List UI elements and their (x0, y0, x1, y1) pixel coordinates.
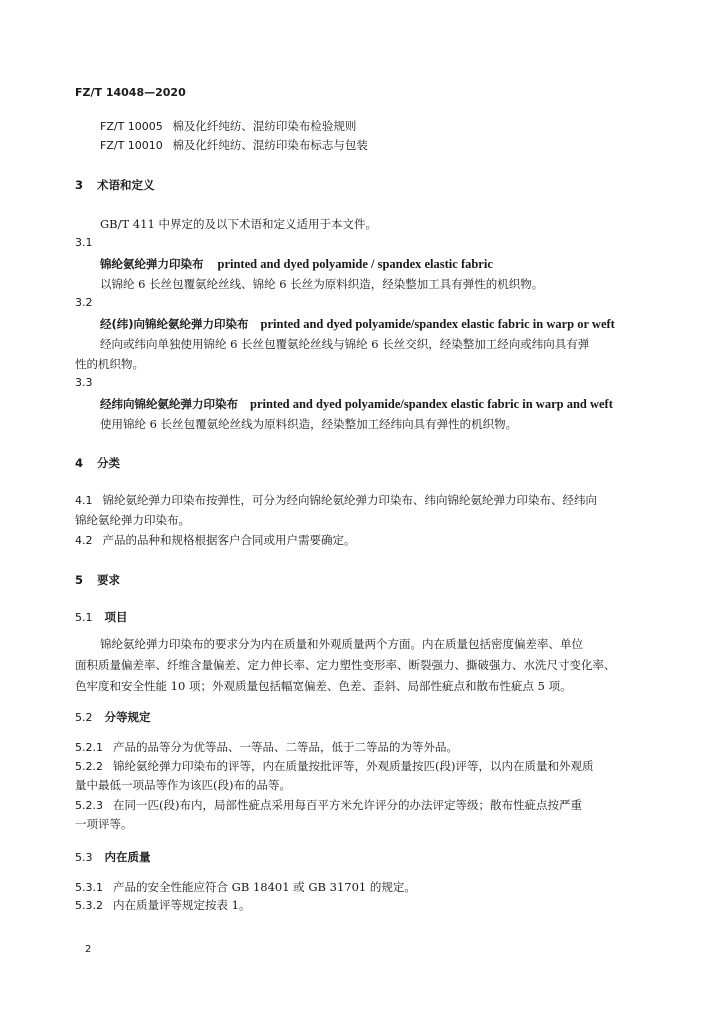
term-definition: 经向或纬向单独使用锦纶 6 长丝包覆氨纶丝线与锦纶 6 长丝交织，经染整加工经向或纬向具有弹 (100, 337, 590, 351)
term-definition: 使用锦纶 6 长丝包覆氨纶丝线为原料织造，经染整加工经纬向具有弹性的机织物。 (100, 417, 518, 431)
paragraph-line: 锦纶氨纶弹力印染布的要求分为内在质量和外观质量两个方面。内在质量包括密度偏差率、单位 (100, 637, 583, 651)
paragraph-line: 色牢度和安全性能 10 项；外观质量包括幅宽偏差、色差、歪斜、局部性疵点和散布性疵点 5 项。 (75, 679, 572, 693)
clause: 4.1 锦纶氨纶弹力印染布按弹性，可分为经向锦纶氨纶弹力印染布、纬向锦纶氨纶弹力印染布、经纬向 (75, 493, 597, 507)
paragraph-line: 面积质量偏差率、纤维含量偏差、定力伸长率、定力塑性变形率、断裂强力、撕破强力、水洗尺寸变化率、 (75, 658, 616, 672)
clause: 5.3.2 内在质量评等规定按表 1。 (75, 898, 251, 912)
ref-code: FZ/T 10005 (100, 120, 163, 133)
subsection-heading: 5.2 分等规定 (75, 710, 151, 724)
term-heading: 经(纬)向锦纶氨纶弹力印染布 printed and dyed polyamide/spandex elastic fabric in warp or weft (100, 317, 615, 331)
clause: 5.2.3 在同一匹(段)布内，局部性疵点采用每百平方米允许评分的办法评定等级；散布性疵点按严重 (75, 798, 582, 812)
subsection-heading: 5.1 项目 (75, 610, 128, 624)
ref-title: 棉及化纤纯纺、混纺印染布标志与包装 (172, 138, 368, 152)
term-number: 3.1 (75, 236, 93, 249)
ref-item (100, 137, 368, 154)
ref-title: 棉及化纤纯纺、混纺印染布检验规则 (172, 119, 357, 133)
clause: 4.2 产品的品种和规格根据客户合同或用户需要确定。 (75, 533, 356, 547)
page-number: 2 (85, 944, 92, 955)
clause: 5.3.1 产品的安全性能应符合 GB 18401 或 GB 31701 的规定。 (75, 880, 416, 894)
ref-item (100, 118, 356, 135)
clause: 5.2.2 锦纶氨纶弹力印染布的评等，内在质量按批评等，外观质量按匹(段)评等，以内在质量和外观质 (75, 759, 594, 773)
standard-code: FZ/T 14048—2020 (75, 86, 186, 99)
section-intro: GB/T 411 中界定的及以下术语和定义适用于本文件。 (100, 217, 377, 231)
term-number: 3.2 (75, 296, 93, 309)
clause-cont: 量中最低一项品等作为该匹(段)布的品等。 (75, 778, 291, 792)
term-heading: 经纬向锦纶氨纶弹力印染布 printed and dyed polyamide/spandex elastic fabric in warp and weft (100, 397, 613, 411)
clause-cont: 锦纶氨纶弹力印染布。 (75, 513, 190, 527)
term-heading: 锦纶氨纶弹力印染布 printed and dyed polyamide / spandex elastic fabric (100, 257, 493, 271)
section-heading: 4 分类 (75, 456, 121, 470)
section-heading: 5 要求 (75, 573, 121, 587)
term-definition-cont: 性的机织物。 (75, 357, 144, 371)
term-number: 3.3 (75, 376, 93, 389)
section-heading: 3 术语和定义 (75, 178, 155, 192)
subsection-heading: 5.3 内在质量 (75, 850, 151, 864)
term-definition: 以锦纶 6 长丝包覆氨纶丝线、锦纶 6 长丝为原料织造，经染整加工具有弹性的机织物。 (100, 277, 544, 291)
ref-code: FZ/T 10010 (100, 139, 163, 152)
clause-cont: 一项评等。 (75, 817, 133, 831)
clause: 5.2.1 产品的品等分为优等品、一等品、二等品，低于二等品的为等外品。 (75, 740, 458, 754)
